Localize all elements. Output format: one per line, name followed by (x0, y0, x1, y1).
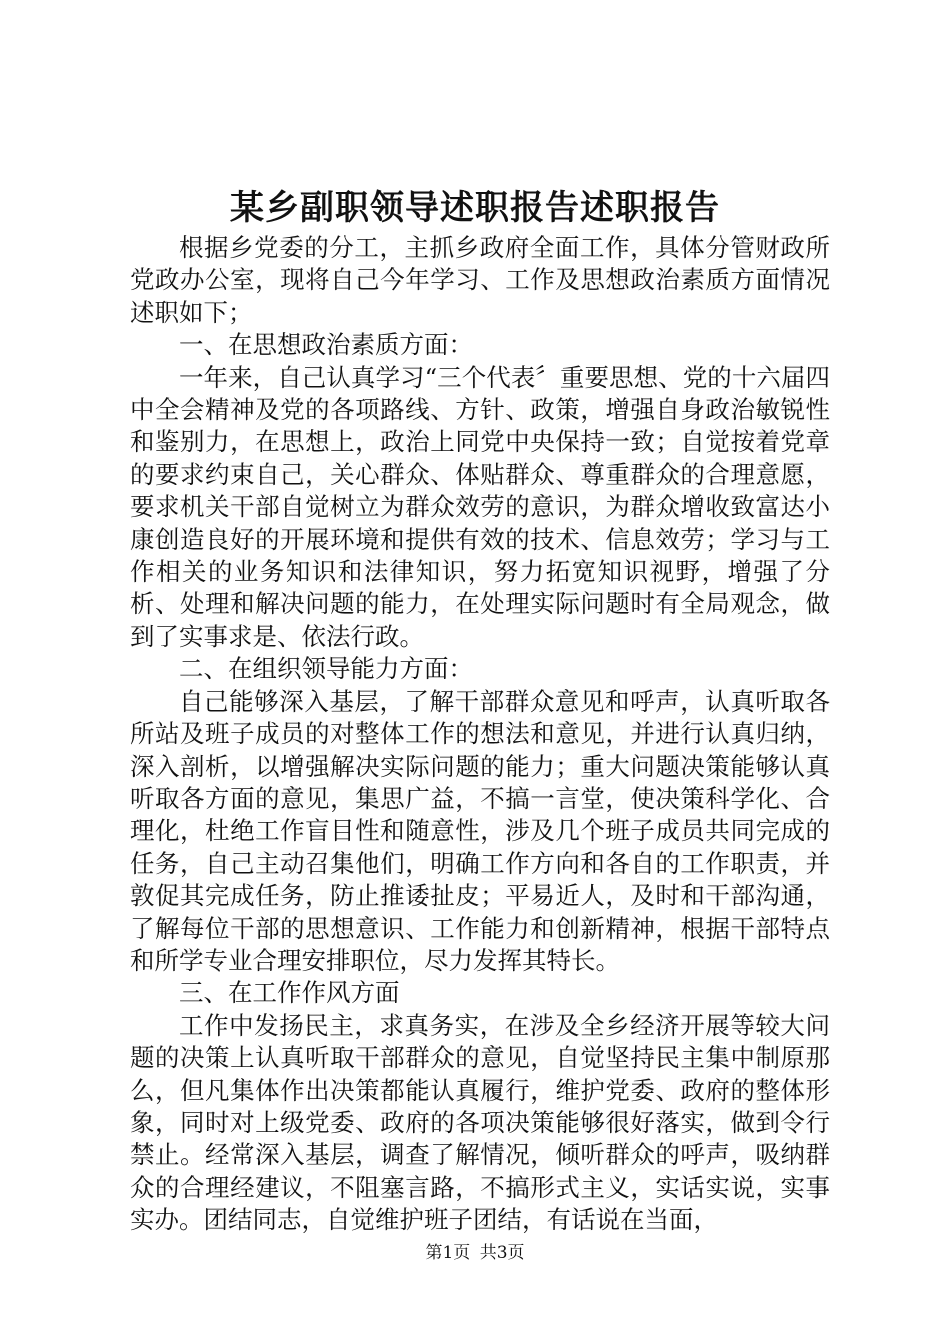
intro-paragraph: 根据乡党委的分工，主抓乡政府全面工作，具体分管财政所党政办公室，现将自己今年学习、工作及思想政治素质方面情况述职如下； (130, 233, 830, 327)
document-body (130, 232, 830, 1237)
section-heading-political: 一、在思想政治素质方面： (179, 330, 473, 360)
page-number: 第1页 (425, 1243, 471, 1263)
section-heading-leadership: 二、在组织领导能力方面： (179, 654, 473, 684)
political-paragraph: 一年来，自己认真学习“三个代表〞重要思想、党的十六届四中全会精神及党的各项路线、方针、政策，增强自身政治敏锐性和鉴别力，在思想上，政治上同党中央保持一致；自觉按着党章的要求约束自己，关心群众、体贴群众、尊重群众的合理意愿，要求机关干部自觉树立为群众效劳的意识，为群众增收致富达小康创造良好的开展环境和提供有效的技术、信息效劳；学习与工作相关的业务知识和法律知识，努力拓宽知识视野，增强了分析、处理和解决问题的能力，在处理实际问题时有全局观念，做到了实事求是、依法行政。 (130, 362, 830, 651)
document-title: 某乡副职领导述职报告述职报告 (230, 188, 720, 228)
leadership-paragraph: 自己能够深入基层，了解干部群众意见和呼声，认真听取各所站及班子成员的对整体工作的想法和意见，并进行认真归纳，深入剖析，以增强解决实际问题的能力；重大问题决策能够认真听取各方面的意见，集思广益，不搞一言堂，使决策科学化、合理化，杜绝工作盲目性和随意性，涉及几个班子成员共同完成的任务，自己主动召集他们，明确工作方向和各自的工作职责，并敦促其完成任务，防止推诿扯皮；平易近人，及时和干部沟通，了解每位干部的思想意识、工作能力和创新精神，根据干部特点和所学专业合理安排职位，尽力发挥其特长。 (130, 686, 830, 975)
section-heading-work-style: 三、在工作作风方面 (179, 978, 400, 1008)
work-style-paragraph: 工作中发扬民主，求真务实，在涉及全乡经济开展等较大问题的决策上认真听取干部群众的意见，自觉坚持民主集中制原那么，但凡集体作出决策都能认真履行，维护党委、政府的整体形象，同时对上级党委、政府的各项决策能够很好落实，做到令行禁止。经常深入基层，调查了解情况，倾听群众的呼声，吸纳群众的合理经建议，不阻塞言路，不搞形式主义，实话实说，实事实办。团结同志，自觉维护班子团结，有话说在当面， (130, 1010, 830, 1235)
page-total: 共3页 (479, 1243, 525, 1263)
page-footer (0, 1241, 950, 1265)
